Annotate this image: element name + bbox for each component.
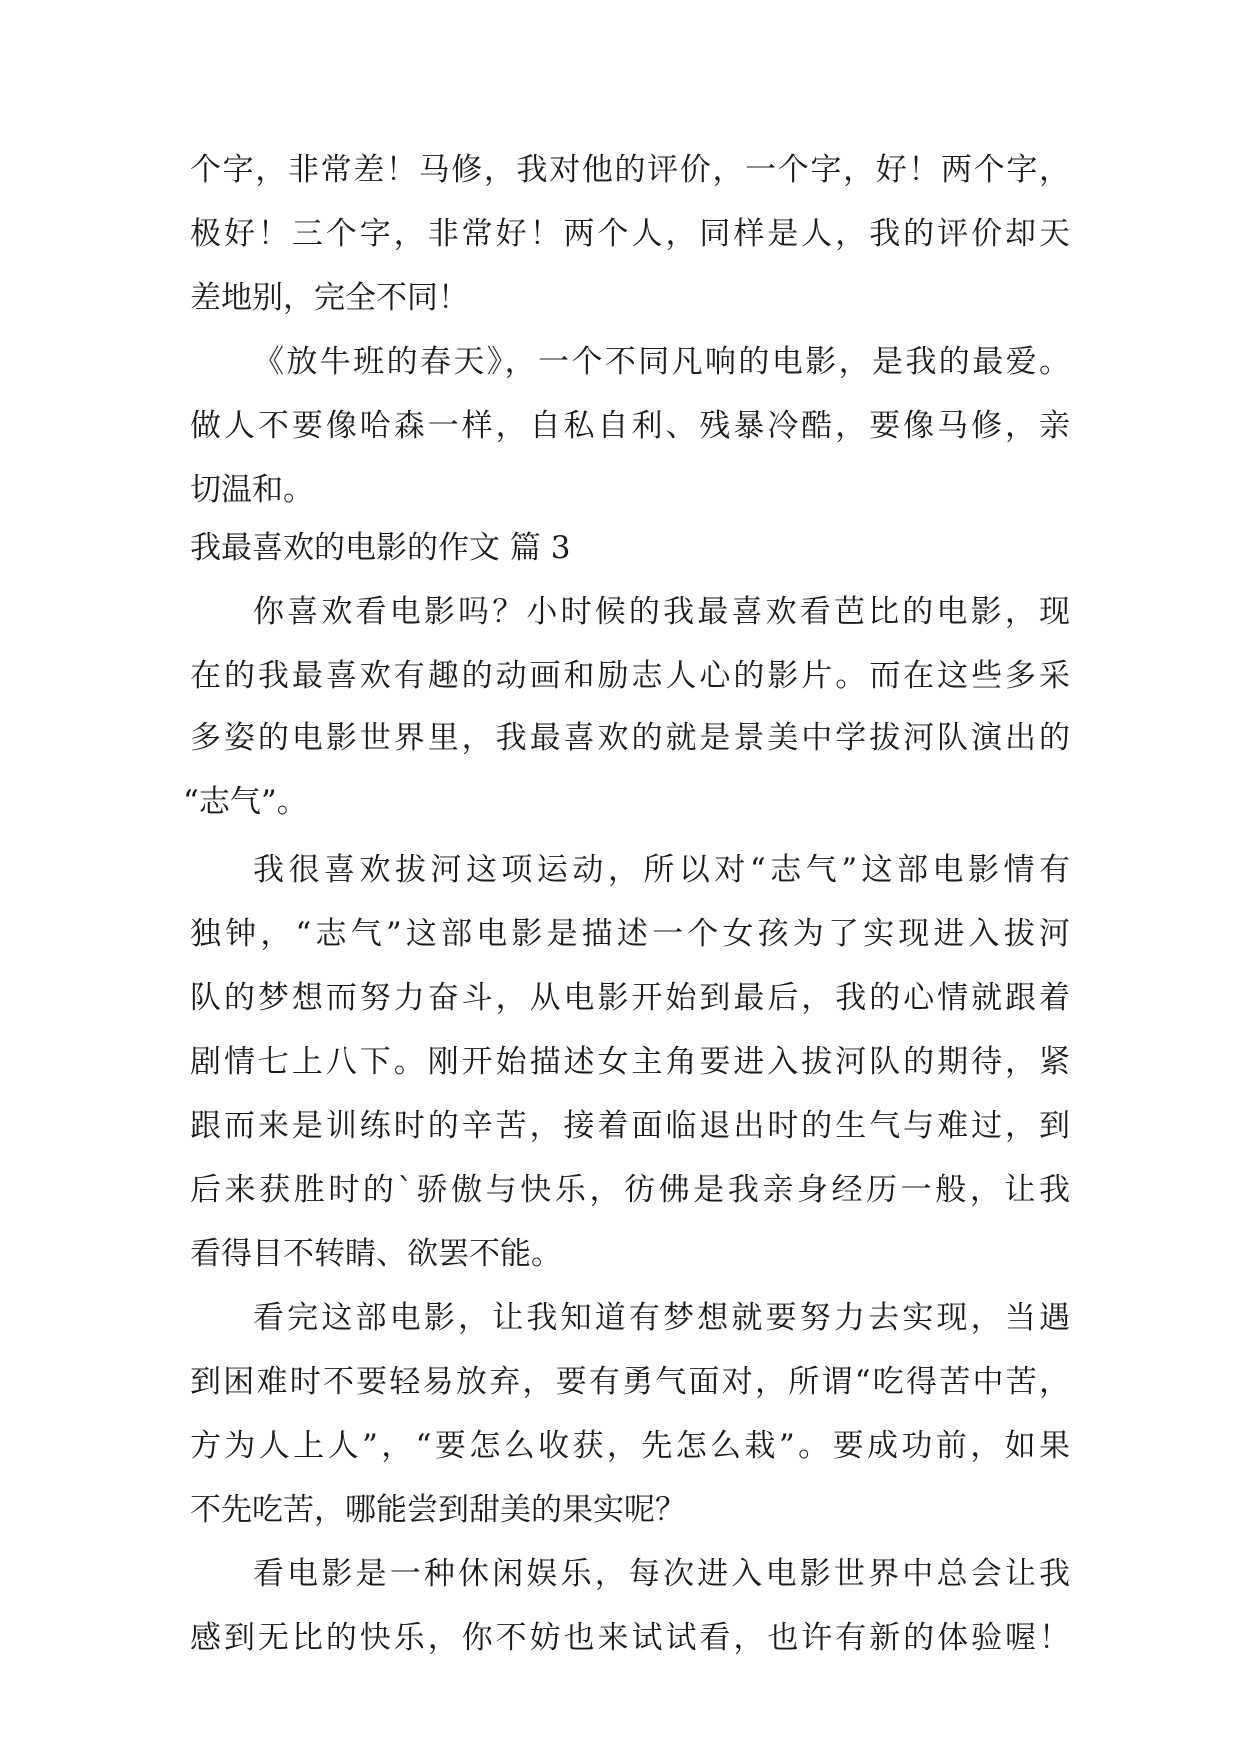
text-line: 切温和。: [190, 472, 314, 508]
text-line: 感到无比的快乐，你不妨也来试试看，也许有新的体验喔！: [190, 1620, 1070, 1656]
section-heading: 我最喜欢的电影的作文 篇 3: [190, 530, 571, 566]
text-line: 我很喜欢拔河这项运动，所以对“志气”这部电影情有: [253, 852, 1070, 888]
text-line: 到困难时不要轻易放弃，要有勇气面对，所谓“吃得苦中苦，: [190, 1364, 1070, 1400]
text-line: 《放牛班的春天》，一个不同凡响的电影，是我的最爱。: [253, 344, 1070, 380]
text-line: 剧情七上八下。刚开始描述女主角要进入拔河队的期待，紧: [190, 1044, 1070, 1080]
text-line: “志气”。: [183, 784, 308, 820]
text-line: 极好！三个字，非常好！两个人，同样是人，我的评价却天: [190, 216, 1070, 252]
text-line: 看电影是一种休闲娱乐，每次进入电影世界中总会让我: [253, 1556, 1070, 1592]
text-line: 后来获胜时的`骄傲与快乐，彷佛是我亲身经历一般，让我: [190, 1172, 1070, 1208]
text-line: 跟而来是训练时的辛苦，接着面临退出时的生气与难过，到: [190, 1108, 1070, 1144]
text-line: 不先吃苦，哪能尝到甜美的果实呢？: [190, 1492, 686, 1528]
text-line: 在的我最喜欢有趣的动画和励志人心的影片。而在这些多采: [190, 658, 1070, 694]
text-line: 多姿的电影世界里，我最喜欢的就是景美中学拔河队演出的: [190, 720, 1070, 756]
text-line: 队的梦想而努力奋斗，从电影开始到最后，我的心情就跟着: [190, 980, 1070, 1016]
text-line: 看完这部电影，让我知道有梦想就要努力去实现，当遇: [253, 1300, 1070, 1336]
text-line: 差地别，完全不同！: [190, 280, 469, 316]
text-line: 你喜欢看电影吗？小时候的我最喜欢看芭比的电影，现: [253, 594, 1070, 630]
text-line: 个字，非常差！马修，我对他的评价，一个字，好！两个字，: [190, 152, 1070, 188]
text-line: 看得目不转睛、欲罢不能。: [190, 1236, 562, 1272]
text-line: 方为人上人”，“要怎么收获，先怎么栽”。要成功前，如果: [190, 1428, 1070, 1464]
text-line: 做人不要像哈森一样，自私自利、残暴冷酷，要像马修，亲: [190, 408, 1070, 444]
text-line: 独钟，“志气”这部电影是描述一个女孩为了实现进入拔河: [190, 916, 1070, 952]
